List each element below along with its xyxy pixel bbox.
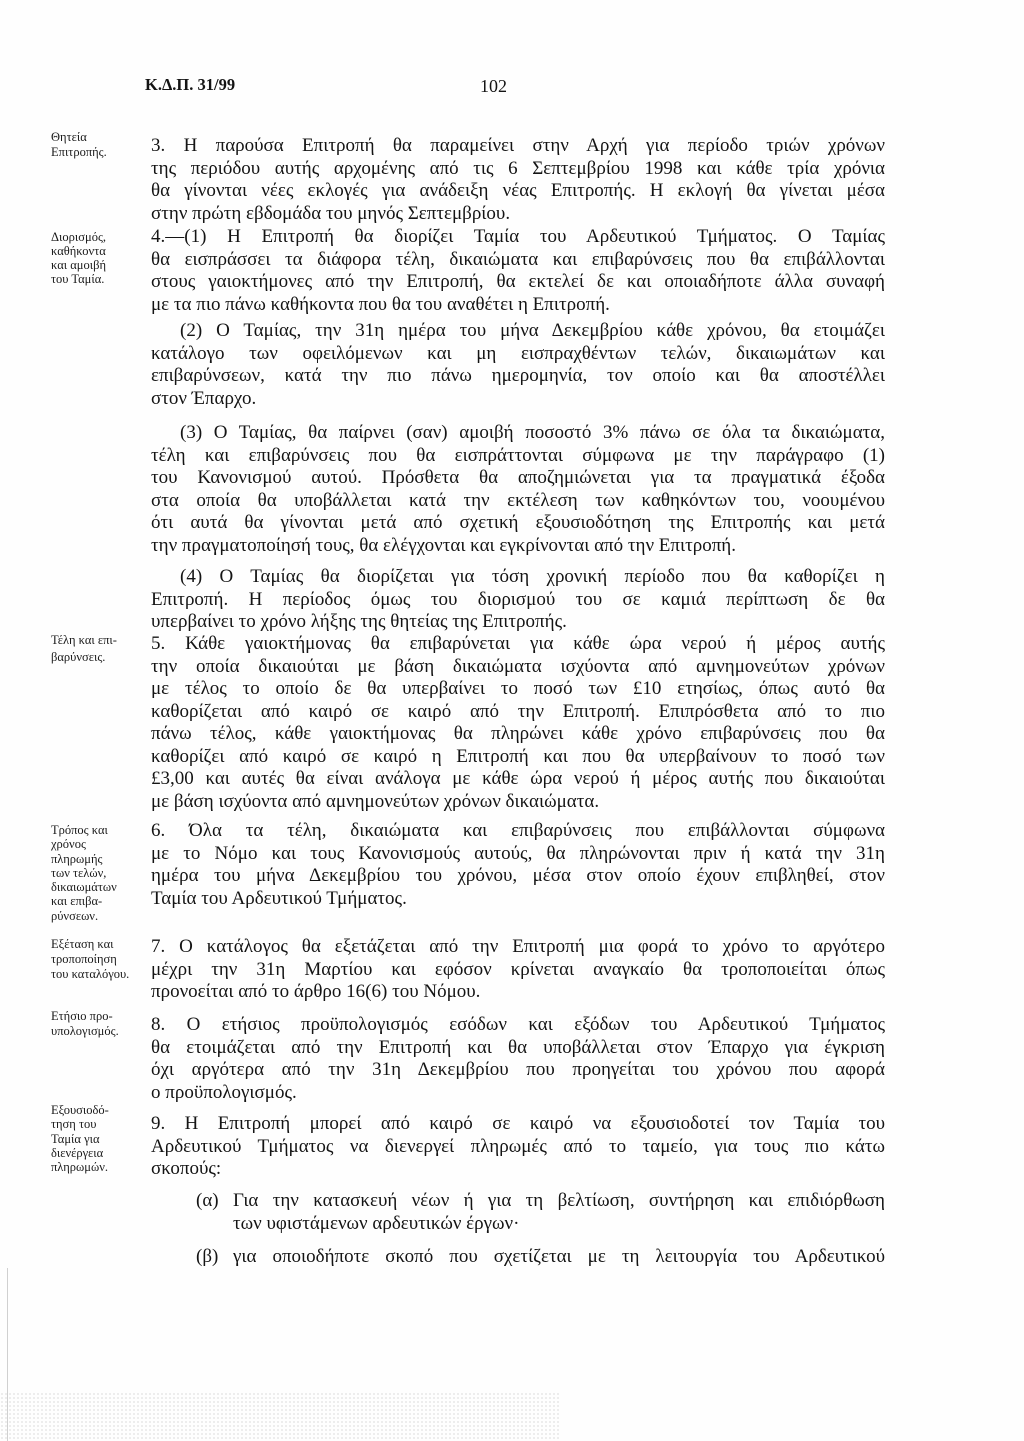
text-line: Επιτροπή. Η περίοδος όμως του διορισμού του σε καμιά περίπτωση δε θα [151,588,885,610]
section-8 [151,1014,885,1104]
page-number: 102 [480,76,507,96]
text-line: θα ετοιμάζεται από την Επιτροπή και θα υποβάλλεται στον Έπαρχο για έγκριση [151,1036,885,1058]
text-line: με βάση ισχύοντα από αμνημονεύτων χρόνων δικαιώματα. [151,790,600,812]
item-text [233,1246,885,1269]
text-line: (2) Ο Ταμίας, την 31η ημέρα του μήνα Δεκεμβρίου κάθε χρόνου, θα ετοιμάζει [180,320,885,341]
text-line: £3,00 και αυτές θα είναι ανάλογα με κάθε ώρα νερού ή μέρος αυτής που δικαιούται [151,768,885,789]
margin-note-cashier-appointment [51,230,106,286]
text-line: Ταμία του Αρδευτικού Τμήματος. [151,887,407,909]
margin-note-line: Διορισμός, [51,230,107,244]
margin-note-line: Εξουσιοδό- [51,1103,109,1117]
margin-note-line: ρύνσεων. [51,908,99,923]
text-line: μέχρι την 31η Μαρτίου και εφόσον κρίνεται αναγκαίο θα τροποποιείται όπως [151,958,885,980]
margin-note-payment-method [51,823,117,923]
margin-note-line: και αμοιβή [51,258,106,272]
margin-note-line: Εξέταση και [51,937,114,951]
margin-note-line: τροποποίηση [51,952,117,966]
text-line: των υφιστάμενων αρδευτικών έργων· [233,1212,520,1234]
text-line: επιβαρύνσεων, κατά την πιο πάνω ημερομηνία, τον οποίο και θα αποστέλλει [151,365,885,386]
text-line: καθορίζει από καιρό σε καιρό η Επιτροπή και που θα υπερβαίνουν το ποσό των [151,745,885,767]
margin-note-line: Επιτροπής. [51,144,107,159]
text-line: καθορίζεται από καιρό σε καιρό από την Επιτροπή. Επιπρόσθετα από το πιο [151,700,885,722]
text-line: (4) Ο Ταμίας θα διορίζεται για τόση χρονική περίοδο που θα καθορίζει η [180,566,885,587]
margin-note-line: του Ταμία. [51,272,105,286]
text-line: 3. Η παρούσα Επιτροπή θα παραμείνει στην Αρχή για περίοδο τριών χρόνων [151,135,885,156]
document-reference: Κ.Δ.Π. 31/99 [145,75,236,94]
text-line: του Κανονισμού αυτού. Πρόσθετα θα αποζημιώνεται για τα πραγματικά έξοδα [151,467,885,488]
text-line: κατάλογο των οφειλόμενων και μη εισπραχθέντων τελών, δικαιωμάτων και [151,342,885,364]
text-line: με το Νόμο και τους Κανονισμούς αυτούς, θα πληρώνονται πριν ή κατά την 31η [151,842,885,864]
margin-note-line: χρόνος [51,837,86,852]
section-4-1 [151,226,885,316]
text-line: πάνω τέλος, κάθε γαιοκτήμονας θα πληρώνει κάθε χρόνο επιβαρύνσεις που θα [151,723,885,744]
margin-note-line: καθήκοντα [51,244,106,258]
text-line: στην πρώτη εβδομάδα του μηνός Σεπτεμβρίου. [151,202,511,224]
text-line: για οποιοδήποτε σκοπό που σχετίζεται με τη λειτουργία του Αρδευτικού [233,1246,885,1267]
margin-note-annual-budget [51,1009,119,1039]
text-line: όχι αργότερα από την 31η Δεκεμβρίου που προηγείται του χρόνου που αφορά [151,1059,885,1080]
margin-note-line: διενέργεια [51,1145,104,1160]
text-line: 8. Ο ετήσιος προϋπολογισμός εσόδων και εξόδων του Αρδευτικού Τμήματος [151,1014,885,1035]
text-line: με τέλος το οποίο δε θα υπερβαίνει το ποσό των £10 ετησίως, όπως αυτό θα [151,678,885,699]
item-label: (α) [196,1190,219,1211]
margin-note-line: του καταλόγου. [51,967,130,981]
text-line: στους γαιοκτήμονες από την Επιτροπή, θα εκτελεί δε και οποιαδήποτε άλλα συναφή [151,271,885,292]
text-line: ότι αυτά θα γίνονται μετά από σχετική εξουσιοδότηση της Επιτροπής και μετά [151,512,885,533]
margin-note-line: πληρωμών. [51,1160,108,1175]
text-line: Αρδευτικού Τμήματος να διενεργεί πληρωμές από το ταμείο, για τους πιο κάτω [151,1135,885,1157]
text-line: θα εισπράσσει τα διάφορα τέλη, δικαιώματα και επιβαρύνσεις που θα επιβάλλονται [151,248,885,270]
section-6 [151,820,885,910]
scan-noise [0,1392,560,1441]
scan-edge-line [7,1268,8,1441]
margin-note-line: δικαιωμάτων [51,880,117,895]
margin-note-line: υπολογισμός. [51,1024,119,1038]
margin-note-line: Τρόπος και [51,823,108,837]
margin-note-line: και επιβα- [51,894,103,909]
margin-note-line: τηση του [51,1117,97,1132]
text-line: θα γίνονται νέες εκλογές για ανάδειξη νέας Επιτροπής. Η εκλογή θα γίνεται μέσα [151,180,885,201]
text-line: στα οποία θα υποβάλλεται κατά την εκτέλεση των καθηκόντων του, νοουμένου [151,489,885,511]
text-line: στον Έπαρχο. [151,387,257,409]
text-line: με τα πιο πάνω καθήκοντα που θα του αναθέτει η Επιτροπή. [151,293,610,315]
section-9-item-b [196,1246,885,1269]
section-4-4 [151,566,885,634]
margin-note-line: βαρύνσεις. [51,649,106,664]
text-line: υπερβαίνει το χρόνο λήξης της θητείας της Επιτροπής. [151,611,567,632]
text-line: 7. Ο κατάλογος θα εξετάζεται από την Επιτροπή μια φορά το χρόνο το αργότερο [151,936,885,957]
margin-note-payment-authorisation [51,1103,109,1174]
item-label: (β) [196,1246,219,1267]
text-line: της περιόδου αυτής αρχομένης από τις 6 Σεπτεμβρίου 1998 και κάθε τρία χρόνια [151,157,885,179]
section-5 [151,633,885,813]
margin-note-line: Ετήσιο προ- [51,1009,113,1023]
text-line: προνοείται από το άρθρο 16(6) του Νόμου. [151,981,481,1002]
section-7 [151,936,885,1004]
section-9 [151,1113,885,1181]
text-line: (3) Ο Ταμίας, θα παίρνει (σαν) αμοιβή ποσοστό 3% πάνω σε όλα τα δικαιώματα, [180,422,885,443]
text-line: σκοπούς: [151,1158,222,1179]
section-4-2 [151,320,885,410]
text-line: 4.—(1) Η Επιτροπή θα διορίζει Ταμία του Αρδευτικού Τμήματος. Ο Ταμίας [151,226,885,247]
margin-note-line: Τέλη και επι- [51,633,117,647]
text-line: την οποία δικαιούται με βάση δικαιώματα ισχύοντα από αμνημονεύτων χρόνων [151,655,885,677]
text-line: ημέρα του μήνα Δεκεμβρίου του χρόνου, μέσα στον οποίο έχουν επιβληθεί, στον [151,865,885,886]
section-9-item-a [196,1190,885,1235]
margin-note-list-review [51,937,129,982]
text-line: 9. Η Επιτροπή μπορεί από καιρό σε καιρό να εξουσιοδοτεί τον Ταμία του [151,1113,885,1134]
margin-note-line: Θητεία [51,130,87,144]
margin-note-committee-term [51,130,107,159]
text-line: την πραγματοποίησή τους, θα ελέγχονται και εγκρίνονται από την Επιτροπή. [151,534,736,556]
text-line: Για την κατασκευή νέων ή για τη βελτίωση, συντήρηση και επιδιόρθωση [233,1190,885,1211]
margin-note-fees-charges [51,632,117,665]
text-line: τέλη και επιβαρύνσεις που θα εισπράττονται σύμφωνα με την παράγραφο (1) [151,444,885,466]
item-text [233,1190,885,1235]
text-line: 6. Όλα τα τέλη, δικαιώματα και επιβαρύνσεις που επιβάλλονται σύμφωνα [151,820,885,841]
section-3 [151,135,885,225]
margin-note-line: των τελών, [51,865,107,880]
text-line: 5. Κάθε γαιοκτήμονας θα επιβαρύνεται για κάθε ώρα νερού ή μέρος αυτής [151,633,885,654]
text-line: ο προϋπολογισμός. [151,1081,297,1103]
section-4-3 [151,422,885,557]
margin-note-line: Ταμία για [51,1131,100,1146]
margin-note-line: πληρωμής [51,851,103,866]
